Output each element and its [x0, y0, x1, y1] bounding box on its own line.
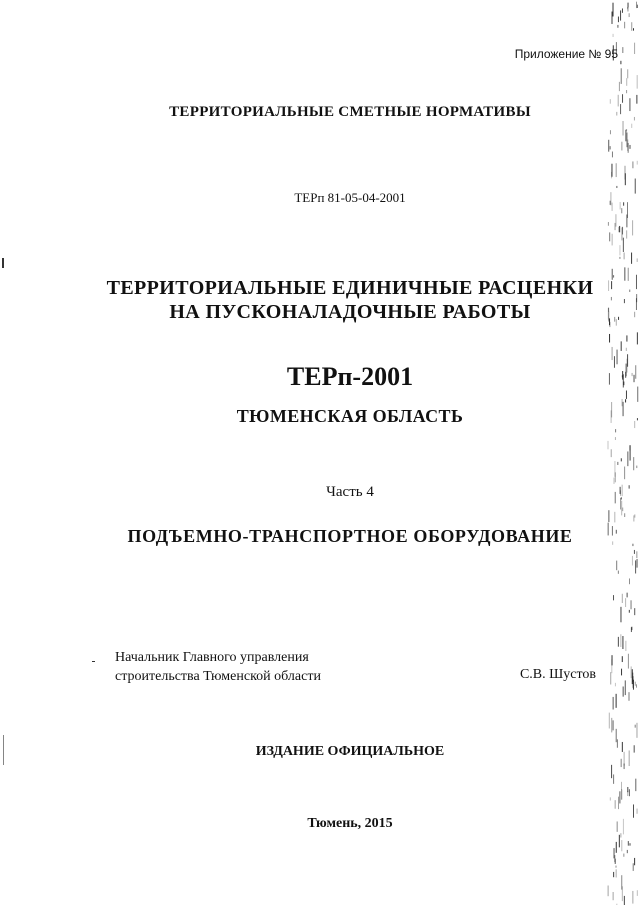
region-title: ТЮМЕНСКАЯ ОБЛАСТЬ: [236, 406, 464, 426]
signatory-position-line2: строительства Тюменской области: [115, 669, 321, 684]
rates-title-line1: ТЕРРИТОРИАЛЬНЫЕ ЕДИНИЧНЫЕ РАСЦЕНКИ: [106, 277, 594, 299]
rates-title-line2: НА ПУСКОНАЛАДОЧНЫЕ РАБОТЫ: [169, 301, 531, 323]
document-title: ТЕРРИТОРИАЛЬНЫЕ СМЕТНЫЕ НОРМАТИВЫ: [169, 104, 531, 120]
equipment-title: ПОДЪЕМНО-ТРАНСПОРТНОЕ ОБОРУДОВАНИЕ: [127, 526, 573, 546]
place-year: Тюмень, 2015: [307, 816, 393, 831]
brand-title: ТЕРп-2001: [286, 362, 414, 391]
signatory-name: С.В. Шустов: [519, 667, 596, 682]
scan-mark: [3, 735, 4, 765]
edition-label: ИЗДАНИЕ ОФИЦИАЛЬНОЕ: [255, 744, 445, 759]
rates-title: [0, 276, 640, 324]
scan-mark: [92, 661, 95, 662]
annex-label: Приложение № 95: [514, 47, 618, 61]
scan-mark: [2, 258, 4, 268]
signatory-position-line1: Начальник Главного управления: [115, 650, 309, 665]
document-code: ТЕРп 81-05-04-2001: [294, 190, 406, 205]
scan-edge-noise: [600, 0, 640, 905]
part-label: Часть 4: [326, 484, 374, 500]
signatory-position: [115, 648, 321, 686]
